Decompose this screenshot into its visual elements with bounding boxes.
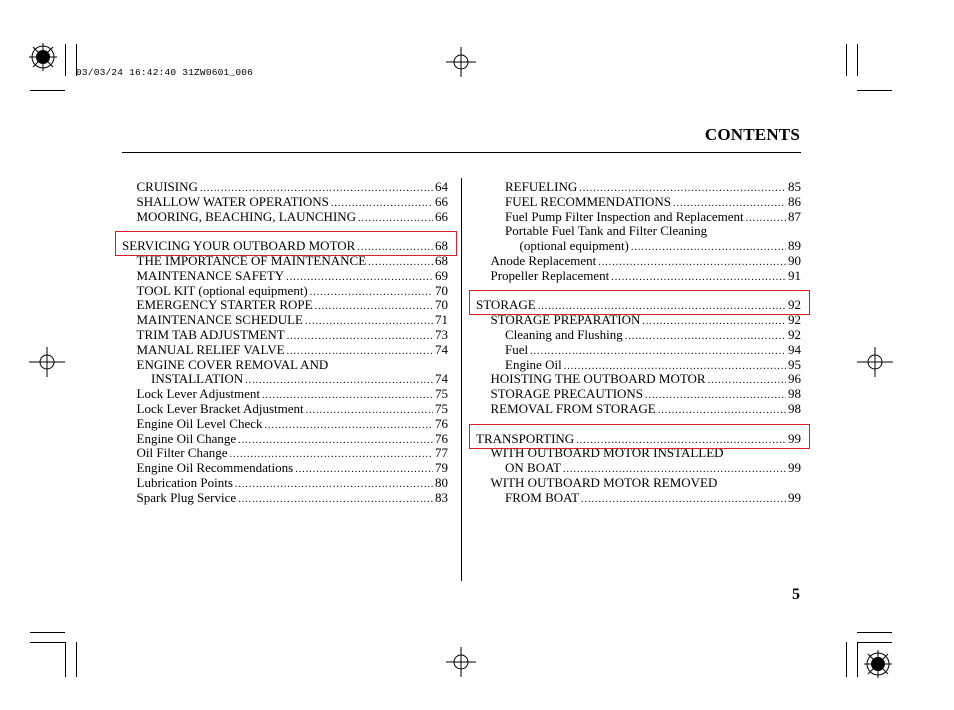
toc-entry-title: Portable Fuel Tank and Filter Cleaning — [505, 223, 708, 239]
toc-entry-title: Oil Filter Change — [136, 445, 228, 461]
toc-entry-title: Cleaning and Flushing — [505, 326, 623, 342]
toc-entry-page: 70 — [435, 282, 448, 298]
toc-entry-title: CRUISING — [136, 179, 198, 194]
toc-entry-title: FROM BOAT — [505, 489, 580, 505]
toc-entry-title: Lock Lever Adjustment — [136, 386, 260, 402]
column-divider — [461, 178, 462, 581]
toc-entry-page: 68 — [435, 238, 448, 254]
toc-entry[interactable] — [120, 476, 448, 491]
toc-entry-title: Lock Lever Bracket Adjustment — [136, 400, 304, 416]
toc-entry-title: Engine Oil Change — [136, 430, 237, 446]
toc-entry-page: 75 — [435, 386, 448, 402]
toc-entry-title: Lubrication Points — [136, 474, 233, 490]
toc-entry-title: Engine Oil — [505, 356, 562, 372]
toc-leader-dots — [746, 212, 786, 227]
highlight-box — [115, 231, 457, 256]
toc-entry-page: 94 — [788, 341, 801, 357]
toc-leader-dots — [305, 315, 433, 330]
crop-mark — [857, 642, 892, 643]
toc-entry[interactable] — [120, 358, 448, 373]
toc-entry-page: 99 — [788, 489, 801, 505]
toc-entry[interactable] — [474, 180, 801, 195]
toc-leader-dots — [235, 478, 433, 493]
print-stamp: 03/03/24 16:42:40 31ZW0601_006 — [76, 67, 254, 78]
toc-leader-dots — [530, 345, 786, 360]
toc-entry-page: 86 — [788, 193, 801, 209]
toc-entry-title: ON BOAT — [505, 460, 561, 476]
toc-entry[interactable] — [120, 298, 448, 313]
crop-mark — [65, 44, 66, 76]
toc-entry-page: 64 — [435, 179, 448, 194]
crosshair-right-icon — [857, 347, 893, 377]
toc-entry[interactable] — [120, 284, 448, 299]
toc-entry-title: MANUAL RELIEF VALVE — [136, 341, 285, 357]
toc-entry-page: 73 — [435, 326, 448, 342]
page-title: CONTENTS — [704, 125, 800, 144]
toc-entry[interactable] — [120, 432, 448, 447]
toc-entry-page: 99 — [788, 460, 801, 476]
toc-entry-title: Propeller Replacement — [490, 267, 610, 283]
toc-entry-title: (optional equipment) — [519, 238, 629, 254]
toc-entry-page: 79 — [435, 460, 448, 476]
crop-mark — [857, 90, 892, 91]
toc-entry[interactable] — [120, 417, 448, 432]
toc-entry-title: HOISTING THE OUTBOARD MOTOR — [490, 371, 706, 387]
toc-entry[interactable] — [120, 313, 448, 328]
toc-entry[interactable] — [474, 210, 801, 225]
toc-entry-title: EMERGENCY STARTER ROPE — [136, 297, 313, 313]
crop-mark — [30, 90, 65, 91]
toc-entry[interactable] — [120, 269, 448, 284]
registration-mark-bottom-right-icon — [864, 650, 892, 678]
toc-leader-dots — [245, 374, 433, 389]
toc-entry-title: WITH OUTBOARD MOTOR INSTALLED — [490, 445, 724, 461]
toc-entry-page: 85 — [788, 179, 801, 194]
crop-mark — [30, 642, 65, 643]
toc-entry-title: TRIM TAB ADJUSTMENT — [136, 326, 285, 342]
toc-leader-dots — [238, 493, 433, 508]
toc-entry-page: 66 — [435, 193, 448, 209]
toc-entry-page: 95 — [788, 356, 801, 372]
toc-entry-title: Engine Oil Level Check — [136, 415, 263, 431]
toc-leader-dots — [286, 271, 433, 286]
toc-entry-page: 90 — [788, 252, 801, 268]
toc-entry-page: 66 — [435, 208, 448, 224]
toc-entry-title: REMOVAL FROM STORAGE — [490, 400, 656, 416]
toc-entry-page: 76 — [435, 415, 448, 431]
toc-leader-dots — [238, 434, 433, 449]
toc-entry[interactable] — [120, 402, 448, 417]
toc-entry-page: 71 — [435, 312, 448, 328]
toc-entry[interactable] — [120, 254, 448, 269]
toc-entry[interactable] — [474, 239, 801, 254]
toc-leader-dots — [358, 212, 433, 227]
toc-entry-title: STORAGE PRECAUTIONS — [490, 386, 644, 402]
toc-entry[interactable] — [120, 195, 448, 210]
toc-leader-dots — [315, 300, 433, 315]
toc-leader-dots — [625, 330, 786, 345]
toc-entry[interactable] — [474, 269, 801, 284]
toc-entry-page: 68 — [435, 252, 448, 268]
toc-entry-title: WITH OUTBOARD MOTOR REMOVED — [490, 474, 718, 490]
crop-mark — [76, 642, 77, 677]
toc-entry-page: 83 — [435, 489, 448, 505]
toc-entry[interactable] — [474, 476, 801, 491]
toc-entry[interactable] — [474, 491, 801, 506]
crop-mark — [846, 642, 847, 677]
crosshair-left-icon — [29, 347, 65, 377]
toc-entry-page: 77 — [435, 445, 448, 461]
toc-leader-dots — [287, 330, 433, 345]
page-number: 5 — [792, 586, 800, 603]
toc-leader-dots — [265, 419, 434, 434]
toc-entry[interactable] — [474, 313, 801, 328]
toc-leader-dots — [642, 315, 786, 330]
toc-leader-dots — [658, 404, 786, 419]
toc-entry[interactable] — [120, 491, 448, 506]
crop-mark — [65, 642, 66, 677]
toc-entry-page: 87 — [788, 208, 801, 224]
toc-entry-page: 92 — [788, 326, 801, 342]
toc-entry[interactable] — [474, 224, 801, 239]
toc-entry-title: Anode Replacement — [490, 252, 597, 268]
toc-entry-title: MAINTENANCE SAFETY — [136, 267, 285, 283]
crosshair-bottom-icon — [446, 647, 476, 677]
toc-entry[interactable] — [120, 372, 448, 387]
crop-mark — [857, 632, 892, 633]
toc-entry[interactable] — [120, 387, 448, 402]
toc-entry-title: Engine Oil Recommendations — [136, 460, 294, 476]
toc-entry-title: STORAGE — [476, 297, 536, 313]
toc-entry[interactable] — [474, 343, 801, 358]
toc-entry[interactable] — [474, 358, 801, 373]
highlight-box — [469, 290, 810, 315]
toc-leader-dots — [611, 271, 786, 286]
toc-entry[interactable] — [474, 461, 801, 476]
toc-entry[interactable] — [120, 180, 448, 195]
toc-leader-dots — [708, 374, 786, 389]
toc-leader-dots — [631, 241, 786, 256]
registration-mark-top-left-icon — [29, 43, 57, 71]
toc-entry-page: 98 — [788, 400, 801, 416]
toc-left-column — [120, 180, 448, 506]
toc-entry-title: SERVICING YOUR OUTBOARD MOTOR — [122, 238, 356, 254]
toc-entry-page: 98 — [788, 386, 801, 402]
toc-entry-page: 92 — [788, 312, 801, 328]
toc-leader-dots — [306, 404, 433, 419]
crosshair-top-icon — [446, 47, 476, 77]
toc-entry-title: Fuel Pump Filter Inspection and Replacement — [505, 208, 744, 224]
toc-entry-title: INSTALLATION — [151, 371, 244, 387]
toc-entry-page: 80 — [435, 474, 448, 490]
toc-entry-page: 99 — [788, 430, 801, 446]
toc-entry-title: TRANSPORTING — [476, 430, 575, 446]
toc-entry[interactable] — [474, 372, 801, 387]
toc-entry[interactable] — [120, 343, 448, 358]
toc-entry[interactable] — [120, 461, 448, 476]
toc-leader-dots — [598, 256, 786, 271]
crop-mark — [857, 44, 858, 76]
toc-leader-dots — [581, 493, 786, 508]
toc-entry-title: MAINTENANCE SCHEDULE — [136, 312, 303, 328]
toc-entry-title: THE IMPORTANCE OF MAINTENANCE — [136, 252, 367, 268]
toc-entry-title: REFUELING — [505, 179, 578, 194]
toc-entry-title: SHALLOW WATER OPERATIONS — [136, 193, 329, 209]
highlight-box — [469, 424, 810, 449]
toc-entry[interactable] — [120, 210, 448, 225]
crop-mark — [30, 632, 65, 633]
toc-entry-page: 96 — [788, 371, 801, 387]
toc-entry-page: 89 — [788, 238, 801, 254]
toc-entry[interactable] — [474, 328, 801, 343]
toc-entry-title: ENGINE COVER REMOVAL AND — [136, 356, 329, 372]
toc-entry-title: FUEL RECOMMENDATIONS — [505, 193, 671, 209]
toc-entry[interactable] — [474, 254, 801, 269]
crop-mark — [846, 44, 847, 76]
toc-entry-page: 91 — [788, 267, 801, 283]
toc-entry-title: TOOL KIT (optional equipment) — [136, 282, 308, 298]
toc-entry[interactable] — [120, 446, 448, 461]
toc-entry-page: 74 — [435, 341, 448, 357]
toc-leader-dots — [295, 463, 433, 478]
toc-entry-title: Spark Plug Service — [136, 489, 237, 505]
toc-entry[interactable] — [474, 402, 801, 417]
crop-mark — [857, 642, 858, 677]
toc-entry-page: 69 — [435, 267, 448, 283]
toc-entry[interactable] — [474, 387, 801, 402]
toc-entry[interactable] — [474, 195, 801, 210]
toc-entry-title: STORAGE PREPARATION — [490, 312, 641, 328]
toc-entry[interactable] — [120, 328, 448, 343]
toc-entry-page: 74 — [435, 371, 448, 387]
toc-entry-page: 70 — [435, 297, 448, 313]
toc-entry-title: MOORING, BEACHING, LAUNCHING — [136, 208, 357, 224]
toc-leader-dots — [310, 286, 433, 301]
toc-entry-page: 76 — [435, 430, 448, 446]
toc-entry-page: 92 — [788, 297, 801, 313]
toc-entry-title: Fuel — [505, 341, 529, 357]
toc-entry-page: 75 — [435, 400, 448, 416]
toc-leader-dots — [645, 389, 786, 404]
toc-right-column — [474, 180, 801, 506]
header-rule — [122, 152, 801, 153]
toc-leader-dots — [368, 256, 433, 271]
